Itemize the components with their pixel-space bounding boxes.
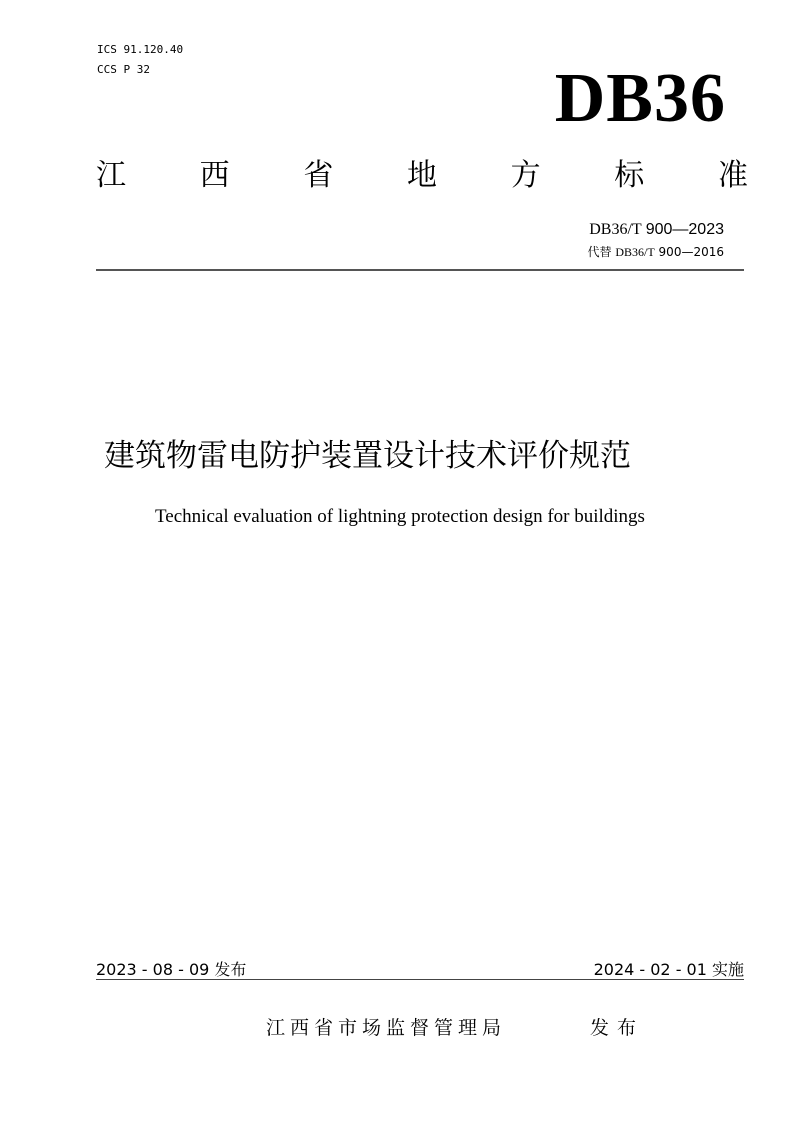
heading-char: 准	[717, 158, 748, 193]
standard-code-logo: DB36	[554, 60, 726, 137]
publish-date: 2023 - 08 - 09 发布	[96, 960, 247, 979]
document-title-english: Technical evaluation of lightning protection design for buildings	[155, 506, 645, 527]
issuing-authority: 江西省市场监督管理局	[266, 1017, 507, 1039]
ccs-code: CCS P 32	[97, 63, 150, 76]
ics-code: ICS 91.120.40	[97, 43, 184, 56]
document-title: 建筑物雷电防护装置设计技术评价规范	[104, 438, 631, 474]
heading-char: 地	[406, 158, 437, 193]
heading-char: 江	[96, 158, 126, 193]
implementation-date: 2024 - 02 - 01 实施	[593, 960, 744, 979]
replaces-prefix: DB36/T	[615, 245, 655, 259]
standard-type-heading	[96, 156, 748, 196]
standard-number	[520, 220, 724, 240]
issue-label: 发布	[590, 1017, 645, 1039]
classification-codes	[97, 40, 183, 80]
replaces-label: 代替	[587, 245, 612, 259]
replaces-number: 900—2016	[658, 245, 724, 259]
heading-char: 方	[510, 158, 541, 193]
footer-divider	[96, 979, 744, 980]
header-divider	[96, 269, 744, 271]
replaces-standard	[520, 244, 724, 260]
standard-number-value: 900—2023	[645, 221, 724, 238]
standard-number-prefix: DB36/T	[589, 221, 642, 238]
heading-char: 省	[303, 158, 334, 193]
heading-char: 西	[199, 158, 230, 193]
heading-char: 标	[614, 158, 645, 193]
